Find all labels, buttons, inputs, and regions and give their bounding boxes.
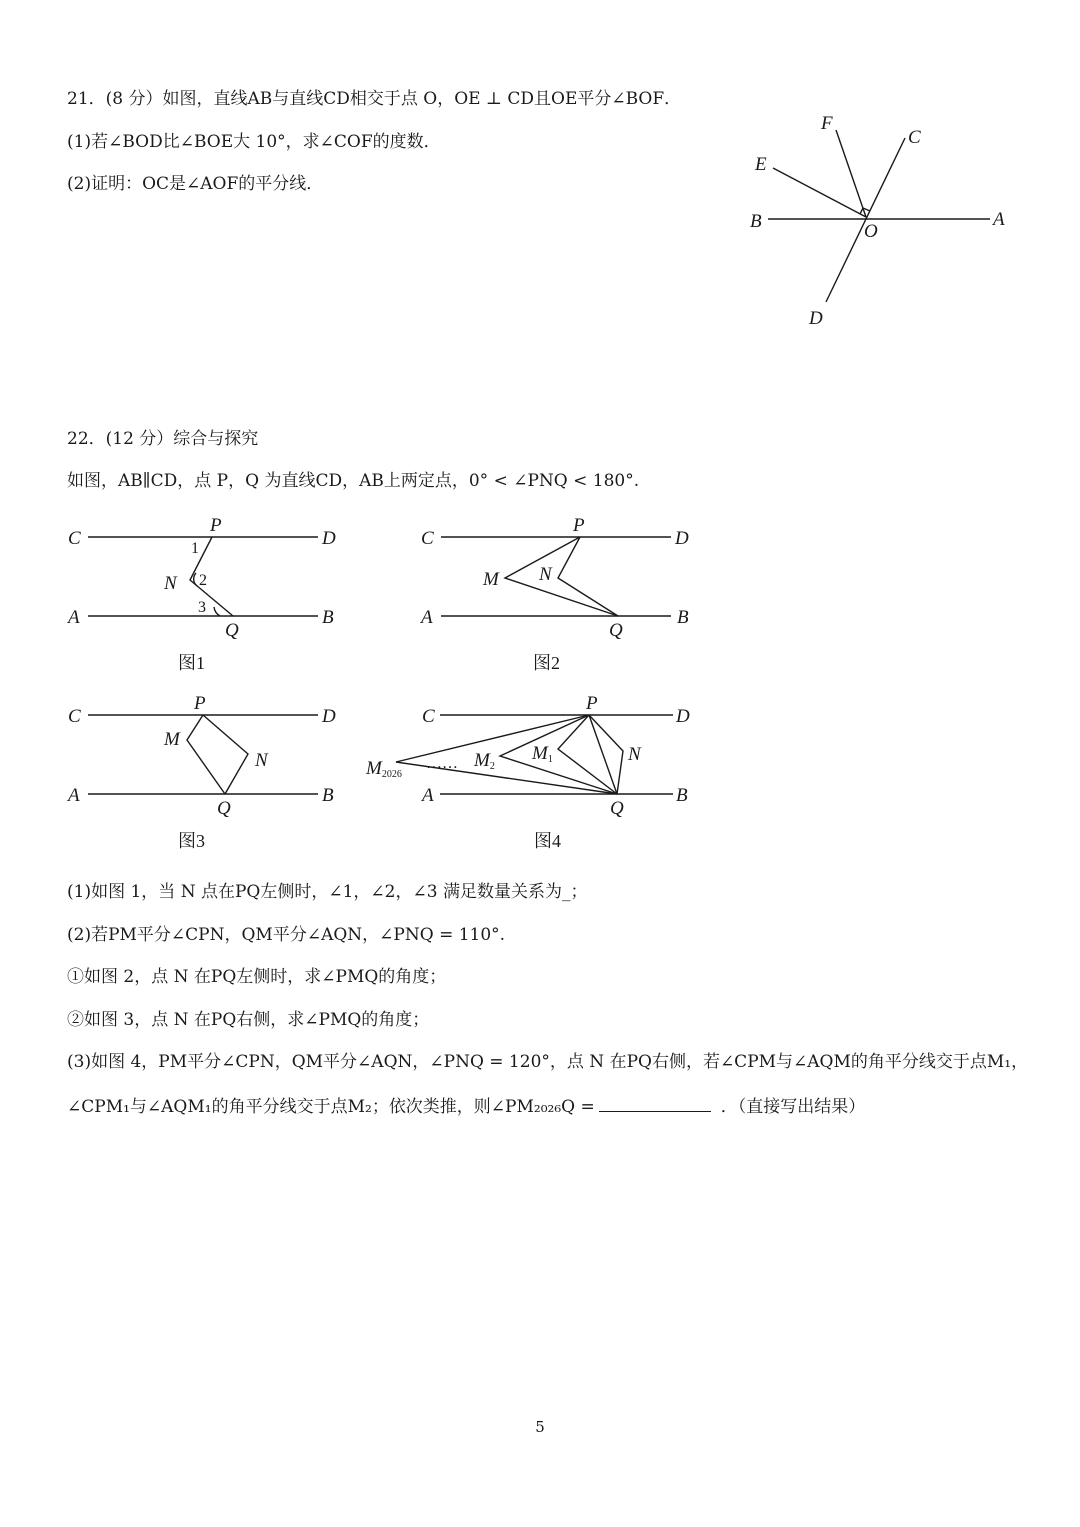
label-c: C (421, 528, 434, 549)
path-pnq (589, 715, 623, 794)
angle-arc-3 (214, 607, 220, 616)
path-pnq (558, 537, 618, 616)
label-c: C (68, 528, 81, 549)
path-pnq (203, 715, 248, 794)
label-a: A (68, 785, 80, 806)
path-pm1q (558, 715, 617, 794)
label-d: D (322, 706, 336, 727)
label-c: C (422, 706, 435, 727)
label-p: P (194, 693, 206, 714)
label-d: D (322, 528, 336, 549)
q22-figure-4 (360, 690, 720, 860)
q21-figure (740, 100, 1030, 340)
label-a: A (422, 785, 434, 806)
q22-part1: (1)如图 1，当 N 点在PQ左侧时，∠1，∠2，∠3 满足数量关系为_； (67, 882, 588, 902)
path-pmq (187, 715, 225, 794)
label-b: B (676, 785, 688, 806)
path-pmq (589, 715, 617, 794)
q22-figure-2 (413, 512, 713, 682)
label-m2026: M2026 (366, 758, 402, 780)
page-number: 5 (535, 1418, 545, 1436)
q22-part3-note: ．（直接写出结果） (720, 1097, 866, 1117)
q22-part3-cont (67, 1093, 865, 1119)
label-p: P (586, 693, 598, 714)
label-q: Q (217, 798, 231, 819)
label-p: P (210, 515, 222, 536)
q21-part2: (2)证明：OC是∠AOF的平分线． (67, 174, 324, 194)
label-o: O (864, 221, 878, 242)
q22-figure-3 (60, 690, 360, 860)
q22-part2: (2)若PM平分∠CPN，QM平分∠AQN，∠PNQ = 110°. (67, 925, 506, 945)
label-m1: M1 (532, 743, 553, 765)
label-b: B (677, 607, 689, 628)
label-n: N (628, 744, 641, 765)
label-m: M (164, 729, 180, 750)
q22-part2-a: ①如图 2，点 N 在PQ左侧时，求∠PMQ的角度； (67, 967, 447, 987)
label-c: C (68, 706, 81, 727)
label-q: Q (610, 798, 624, 819)
caption-fig1: 图1 (178, 653, 205, 673)
label-b: B (322, 785, 334, 806)
q22-part3-question: ∠CPM₁与∠AQM₁的角平分线交于点M₂；依次类推，则∠PM₂₀₂₆Q = (67, 1097, 595, 1117)
label-d: D (676, 706, 690, 727)
q21-heading: 21．(8 分）如图，直线AB与直线CD相交于点 O，OE ⊥ CD且OE平分∠BOF． (67, 89, 682, 109)
path-pmq (505, 537, 618, 616)
label-a: A (68, 607, 80, 628)
label-d: D (809, 308, 823, 329)
label-m2: M2 (474, 750, 495, 772)
q22-figure-1 (60, 512, 360, 682)
q22-part2-b: ②如图 3，点 N 在PQ右侧，求∠PMQ的角度； (67, 1010, 430, 1030)
q21-part1: (1)若∠BOD比∠BOE大 10°，求∠COF的度数． (67, 132, 441, 152)
label-a: A (421, 607, 433, 628)
label-b: B (322, 607, 334, 628)
label-m: M (483, 569, 499, 590)
label-n: N (539, 564, 552, 585)
q22-heading: 22．(12 分）综合与探究 (67, 429, 259, 449)
label-q: Q (225, 620, 239, 641)
label-angle-3: 3 (198, 599, 206, 616)
label-q: Q (609, 620, 623, 641)
q22-intro: 如图，AB∥CD，点 P，Q 为直线CD，AB上两定点，0° < ∠PNQ < 180°. (67, 471, 640, 491)
label-e: E (755, 154, 767, 175)
label-n: N (255, 750, 268, 771)
label-f: F (821, 113, 833, 134)
answer-blank (599, 1093, 711, 1112)
caption-fig2: 图2 (533, 653, 560, 673)
label-c: C (908, 127, 921, 148)
caption-fig3: 图3 (178, 831, 205, 851)
label-angle-1: 1 (191, 540, 199, 557)
label-b: B (750, 211, 762, 232)
label-d: D (675, 528, 689, 549)
label-a: A (993, 209, 1005, 230)
label-n: N (164, 573, 177, 594)
label-p: P (573, 515, 585, 536)
label-angle-2: 2 (199, 572, 207, 589)
caption-fig4: 图4 (534, 831, 561, 851)
line-cd (826, 138, 905, 302)
q22-part3: (3)如图 4，PM平分∠CPN，QM平分∠AQN，∠PNQ = 120°，点 N 在PQ右侧，若∠CPM与∠AQM的角平分线交于点M₁， (67, 1052, 1029, 1072)
label-ellipsis: …… (426, 755, 458, 772)
